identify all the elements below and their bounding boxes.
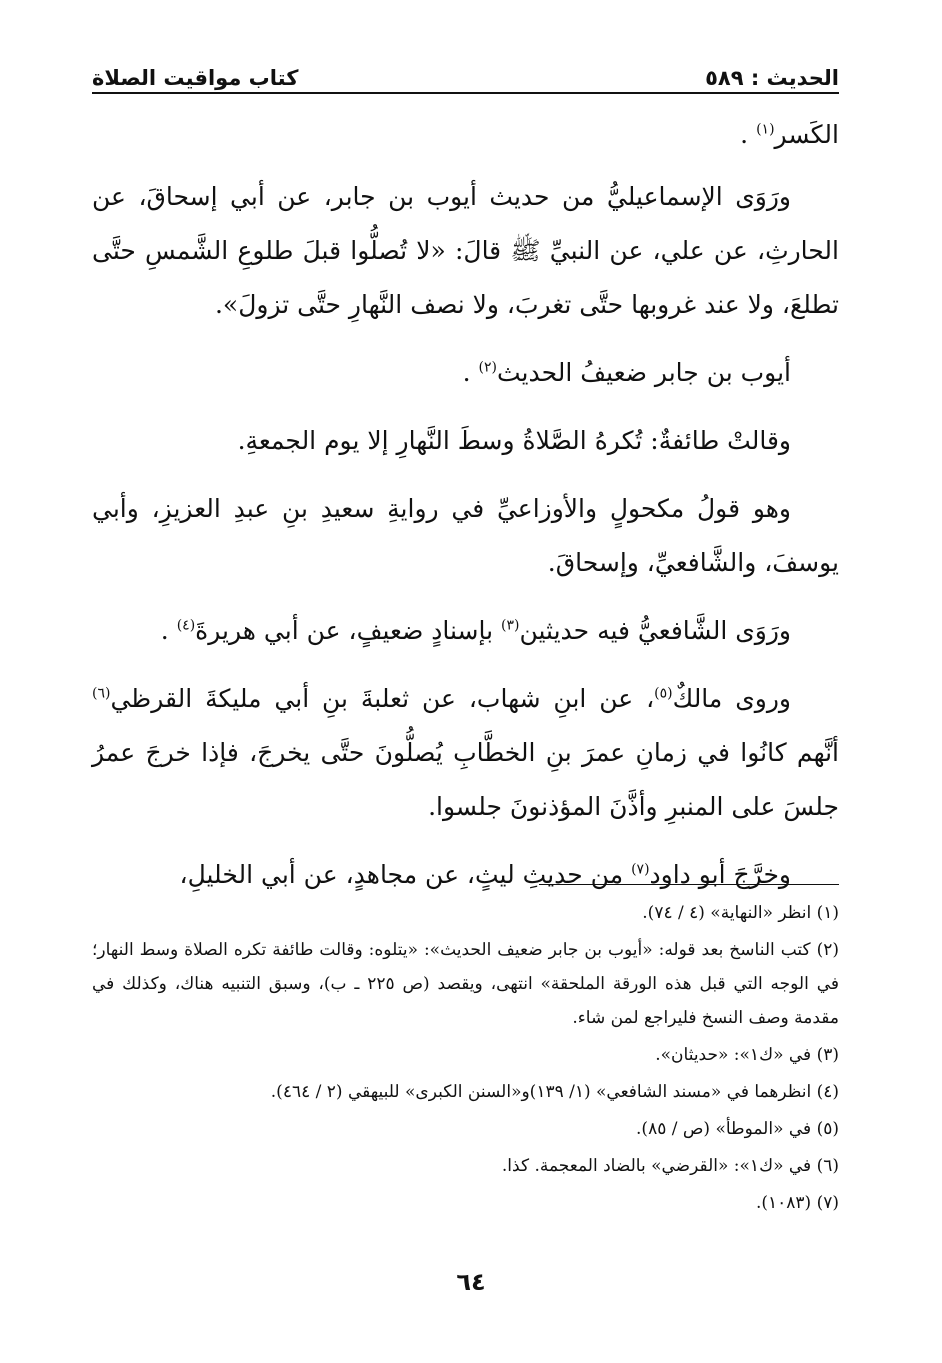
footnote-7: (٧) (١٠٨٣). <box>755 1193 839 1213</box>
hadith-number-label: الحديث : ٥٨٩ <box>705 66 839 90</box>
footnote-ref-4[interactable]: (٤) <box>176 617 196 634</box>
paragraph-4: وقالتْ طائفةٌ: تُكرهُ الصَّلاةُ وسطَ النَّهارِ إلا يوم الجمعةِ. <box>237 426 791 455</box>
footnote-ref-3[interactable]: (٣) <box>501 617 520 634</box>
footnote-4: (٤) انظرهما في «مسند الشافعي» (١/ ١٣٩)و«السنن الكبرى» للبيهقي (٢ / ٤٦٤). <box>270 1082 839 1102</box>
footnote-3: (٣) في «ك١»: «حديثان». <box>655 1045 839 1065</box>
footnote-ref-2[interactable]: (٢) <box>478 359 497 376</box>
footnote-1: (١) انظر «النهاية» (٤ / ٧٤). <box>642 903 839 923</box>
footnote-6: (٦) في «ك١»: «القرضي» بالضاد المعجمة. كذا. <box>501 1156 839 1176</box>
paragraph-8: وخرَّجَ أبو داود$^{(٧)}$ من حديثِ ليثٍ، عن مجاهدٍ، عن أبي الخليلِ، <box>179 860 791 889</box>
footnote-2: (٢) كتب الناسخ بعد قوله: «أيوب بن جابر ضعيف الحديث»: «يتلوه: وقالت طائفة تكره الصلاة وسط النهار؛ في الوجه التي قبل هذه الورقة الملحقة» انتهى، ويقصد (ص ٢٢٥ ـ ب)، وسبق التنبيه هناك، وكذلك في مقدمة وصف النسخ فليراجع لمن شاء. <box>92 940 839 1028</box>
paragraph-1: الكَسر$^{(١)}$ . <box>740 120 839 149</box>
page-number: ٦٤ <box>456 1268 486 1296</box>
footnote-ref-1[interactable]: (١) <box>756 121 775 138</box>
footnote-ref-6[interactable]: (٦) <box>92 685 111 702</box>
paragraph-7: وروى مالكٌ$^{(٥)}$، عن ابنِ شهاب، عن ثعلبةَ بنِ أبي مليكةَ القرظي$^{(٦)}$ أنَّهم كانُوا في زمانِ عمرَ بنِ الخطَّابِ يُصلُّونَ حتَّى يخرجَ، فإذا خرجَ عمرُ جلسَ على المنبرِ وأذَّنَ المؤذنونَ جلسوا. <box>92 684 839 821</box>
book-title: كتاب مواقيت الصلاة <box>92 66 299 90</box>
footnote-separator <box>539 884 839 885</box>
paragraph-3: أيوب بن جابر ضعيفُ الحديث$^{(٢)}$ . <box>462 358 791 387</box>
paragraph-5: وهو قولُ مكحولٍ والأوزاعيِّ في روايةِ سعيدِ بنِ عبدِ العزيزِ، وأبي يوسفَ، والشَّافعيِّ، وإسحاقَ. <box>92 494 839 577</box>
footnote-5: (٥) في «الموطأ» (ص / ٨٥). <box>636 1119 839 1139</box>
footnote-ref-5[interactable]: (٥) <box>654 685 673 702</box>
main-text <box>92 108 839 916</box>
paragraph-6: ورَوَى الشَّافعيُّ فيه حديثين$^{(٣)}$ بإسنادٍ ضعيفٍ، عن أبي هريرةَ$^{(٤)}$ . <box>160 616 791 645</box>
footnotes <box>92 896 839 1223</box>
footnote-ref-7[interactable]: (٧) <box>631 861 650 878</box>
header-divider <box>92 92 839 94</box>
paragraph-2: ورَوَى الإسماعيليُّ من حديث أيوب بن جابر، عن أبي إسحاقَ، عن الحارثِ، عن علي، عن النبيِّ ﷺ قالَ: «لا تُصلُّوا قبلَ طلوعِ الشَّمسِ حتَّى تطلعَ، ولا عند غروبها حتَّى تغربَ، ولا نصف النَّهارِ حتَّى تزولَ». <box>92 182 839 319</box>
page-header <box>92 56 839 90</box>
